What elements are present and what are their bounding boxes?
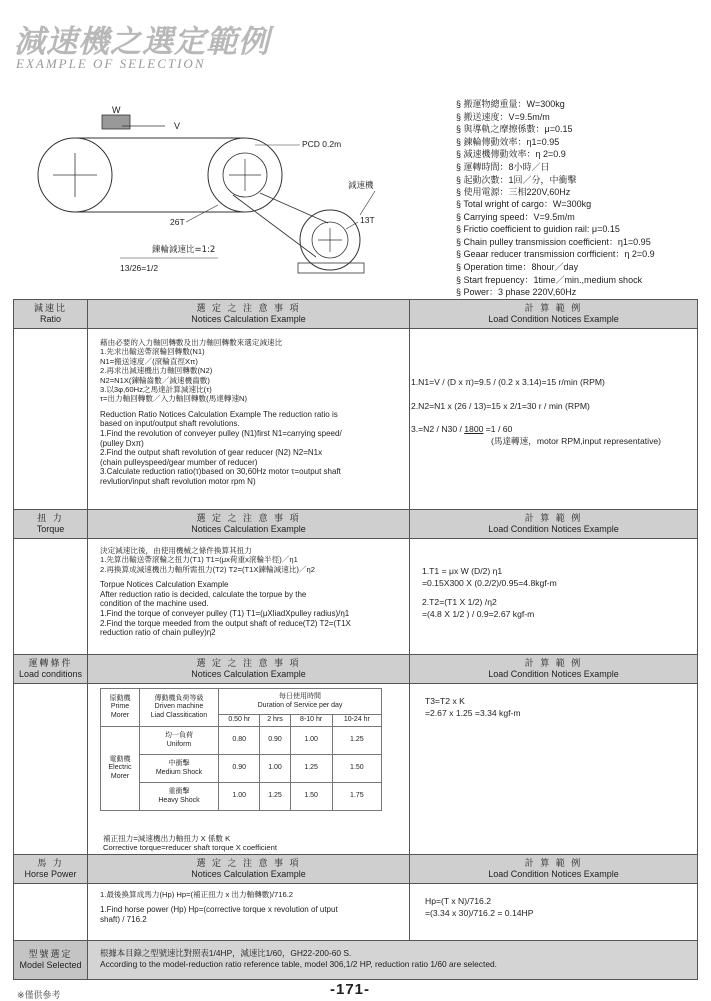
calc-header: 計 算 範 例 Load Condition Notices Example xyxy=(410,300,697,328)
load-label: 運轉條件 Load conditions xyxy=(14,655,88,683)
factor-cell: 0.90 xyxy=(219,755,260,783)
torque-notes: 決定減速比後，由使用機械之條件換算其扭力 1.先算出輸送帶滾輪之扭力(T1) T1=(μx荷重x滾輪半徑)／η1 2.再換算成減速機出力軸所需扭力(T2) T2=(T1X鍊輪減速比)／η2 Torpue Notices Calculation Example After reduction ratio is decided, calculate the torpue by the condition of the machine used. 1.Find the torque of conveyer pulley (T1) T1=(μXliadXpulley radius)/η1 2.Find the torque meeded from the output shaft of reduce(T2) T2=(T1X reduction ratio of chain pulley)η2 xyxy=(100,546,351,638)
factor-cell: 1.00 xyxy=(219,783,260,811)
spec-en-item: § Power：3 phase 220V,60Hz xyxy=(456,287,577,298)
corrective-torque-note: 補正扭力=減速機出力軸扭力 X 係數 K Corrective torque=reducer shaft torque X coefficient xyxy=(103,834,277,853)
page-number: -171- xyxy=(330,981,371,998)
prime-mover-cell: 電動機 Electric Morer xyxy=(101,727,140,811)
spec-zh-item: § 起動次數：1回／分，中衝擊 xyxy=(456,174,577,185)
spec-zh-item: § 搬運物總重量：W=300kg xyxy=(456,99,565,109)
notices-header: 選 定 之 注 意 事 項 Notices Calculation Example xyxy=(88,855,410,883)
hp-label: 馬 力 Horse Power xyxy=(14,855,88,883)
factor-cell: 1.25 xyxy=(290,755,332,783)
spec-en-item: § Geaar reducer transmission corfficient：η 2=0.9 xyxy=(456,249,655,260)
load-body-row xyxy=(14,684,697,855)
spec-zh-item: § 使用電源：三相220V,60Hz xyxy=(456,187,571,198)
spec-zh-item: § 與導軌之摩擦係數：μ=0.15 xyxy=(456,124,573,135)
t13-label: 13T xyxy=(360,215,375,225)
prime-mover-header: 原動機 Prime Morer xyxy=(101,689,140,727)
ratio-calc xyxy=(411,377,696,447)
ratio-calc-2: 2.N2=N1 x (26 / 13)=15 x 2/1=30 r / min (RPM) xyxy=(411,400,590,411)
notices-header: 選 定 之 注 意 事 項 Notices Calculation Example xyxy=(88,300,410,328)
factor-cell: 1.25 xyxy=(260,783,290,811)
hour-col: 2 hrs xyxy=(260,715,290,727)
hour-col: 10-24 hr xyxy=(332,715,381,727)
torque-header-row xyxy=(14,510,697,539)
factor-cell: 1.50 xyxy=(332,755,381,783)
calc-header: 計 算 範 例 Load Condition Notices Example xyxy=(410,655,697,683)
page-subtitle: EXAMPLE OF SELECTION xyxy=(16,56,206,71)
spec-zh-item: § 運轉時間：8小時／日 xyxy=(456,161,550,172)
specs-zh xyxy=(456,98,577,199)
w-label: W xyxy=(112,105,121,115)
spec-zh-item: § 搬送速度：V=9.5m/m xyxy=(456,111,550,122)
ratio-calc-1: 1.N1=V / (D x π)=9.5 / (0.2 x 3.14)=15 r/min (RPM) xyxy=(411,377,605,387)
load-class: 重衝擊 Heavy Shock xyxy=(140,783,219,811)
driven-machine-header: 傳動機負荷等級 Driven machine Liad Classitication xyxy=(140,689,219,727)
load-calc: T3=T2 x K =2.67 x 1.25 =3.34 kgf-m xyxy=(425,696,521,718)
cargo-block xyxy=(102,115,130,129)
pcd-label: PCD 0.2m xyxy=(302,139,342,149)
spec-en-item: § Operation time：8hour／day xyxy=(456,261,579,272)
ratio-label: 鍊輪減速比=1:2 xyxy=(152,245,216,255)
reducer-label: 減速機 xyxy=(348,181,374,191)
load-header-row xyxy=(14,655,697,684)
ratio-header-row xyxy=(14,300,697,329)
load-class: 均一負荷 Uniform xyxy=(140,727,219,755)
model-row xyxy=(14,941,697,979)
ratio-value: 13/26=1/2 xyxy=(120,263,159,273)
hour-col: 8-10 hr xyxy=(290,715,332,727)
hp-header-row xyxy=(14,855,697,884)
factor-cell: 0.90 xyxy=(260,727,290,755)
calc-header: 計 算 範 例 Load Condition Notices Example xyxy=(410,855,697,883)
factor-cell: 1.25 xyxy=(332,727,381,755)
spec-zh-item: § 鍊輪傳動效率：η1=0.95 xyxy=(456,136,560,147)
ratio-calc-4: (馬達轉速，motor RPM,input representative) xyxy=(491,435,662,446)
load-class: 中衝擊 Medium Shock xyxy=(140,755,219,783)
ratio-label: 減速比 Ratio xyxy=(14,300,88,328)
spec-zh-item: § 減速機傳動效率：η 2=0.9 xyxy=(456,149,566,160)
ratio-notes: 藉由必要的入力軸回轉數及出力軸回轉數來選定減速比 1.先求出輸送帶滾輪回轉數(N1) N1=搬送速度／(滾輪直徑Xπ) 2.再求出減速機出力軸回轉數(N2) N2=N1X(鍊輪齒數／減速機齒數) 3.以3φ,60Hz之馬達計算減速比(τ) τ=出力軸回轉數／入力軸回轉數(馬達轉速N) Reduction Ratio Notices Calculation Example The reduction ratio is based on input/output shaft revolutions. 1.Find the revolution of conveyer pulley (N1)first N1=carrying speed/ (pulley Dxπ) 2.Find the output shaft revolution of gear reducer (N2) N2=N1x (chain pulleyspeed/gear mumber of reducer) 3.Calculate reduction ratio(τ)based on 30,60Hz motor τ=output shaft revlution/input shaft revolution motor rpm N) xyxy=(100,338,342,486)
ratio-calc-3: 3.=N2 / N30 / 1800 =1 / 60 xyxy=(411,424,513,434)
spec-en-item: § Frictio coefficient to guidion rail: μ=0.15 xyxy=(456,224,620,235)
torque-body-row xyxy=(14,539,697,655)
notices-header: 選 定 之 注 意 事 項 Notices Calculation Example xyxy=(88,510,410,538)
spec-en-item: § Start frepuency：1time／min.,medium shock xyxy=(456,274,643,285)
hour-col: 0.50 hr xyxy=(219,715,260,727)
model-label: 型號選定 Model Selected xyxy=(14,941,88,979)
factor-cell: 1.00 xyxy=(260,755,290,783)
spec-en-item: § Total wright of cargo：W=300kg xyxy=(456,199,592,209)
hp-calc: Hp=(T x N)/716.2 =(3.34 x 30)/716.2 = 0.14HP xyxy=(425,896,534,918)
hp-body-row xyxy=(14,884,697,941)
factor-cell: 1.00 xyxy=(290,727,332,755)
daily-duration-header: 每日使用時間 Duration of Service per day xyxy=(219,689,382,715)
service-factor-table xyxy=(100,688,382,811)
v-label: V xyxy=(174,121,181,131)
reference-note: ※僅供參考 xyxy=(17,990,61,1000)
t26-label: 26T xyxy=(170,217,185,227)
torque-calc: 1.T1 = μx W (D/2) η1 =0.15X300 X (0.2/2)/0.95=4.8kgf-m 2.T2=(T1 X 1/2) /η2 =(4.8 X 1/2 ) / 0.9=2.67 kgf-m xyxy=(422,566,557,619)
spec-en-item: § Chain pulley transmission coefficient：η1=0.95 xyxy=(456,236,651,247)
hp-notes: 1.最後換算成馬力(Hp) Hp=(補正扭力 x 出力軸轉數)/716.2 1.Find horse power (Hp) Hp=(corrective torque x revolution of utput shaft) / 716.2 xyxy=(100,890,338,924)
model-text: 根據本目錄之型號速比對照表1/4HP，減速比1/60，GH22-200-60 S. According to the model-reduction ratio reference table, model 306,1/2 HP, reduction ratio 1/60 are selected. xyxy=(100,948,497,969)
factor-cell: 0.80 xyxy=(219,727,260,755)
specs-en xyxy=(456,198,655,299)
selection-table xyxy=(13,299,698,980)
ratio-body-row xyxy=(14,329,697,510)
torque-label: 扭 力 Torque xyxy=(14,510,88,538)
spec-en-item: § Carrying speed：V=9.5m/m xyxy=(456,211,575,222)
page-title: 減速機之選定範例 xyxy=(14,24,270,60)
calc-header: 計 算 範 例 Load Condition Notices Example xyxy=(410,510,697,538)
factor-cell: 1.50 xyxy=(290,783,332,811)
reducer-body xyxy=(298,263,364,273)
factor-cell: 1.75 xyxy=(332,783,381,811)
conveyor-diagram xyxy=(30,105,420,295)
notices-header: 選 定 之 注 意 事 項 Notices Calculation Example xyxy=(88,655,410,683)
